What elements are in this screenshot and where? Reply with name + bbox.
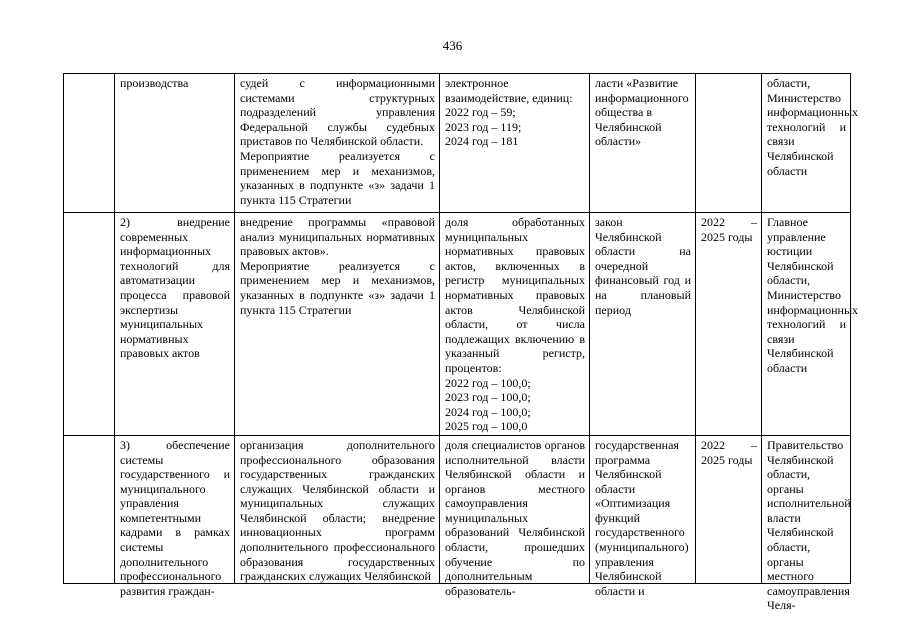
table-cell-blank (64, 213, 115, 436)
table-cell-period (696, 435, 762, 583)
table-cell-responsible-text: Правительство Челябинской области, органы исполнительной власти Челябинской области, органы местного самоуправления Челя- (767, 437, 851, 613)
table-cell-blank (64, 435, 115, 583)
table-row (64, 74, 851, 213)
table-cell-measure (235, 435, 440, 583)
table-cell-funding-source: ласти «Развитие информационного общества в Челябинской области» (590, 74, 696, 213)
table-cell-period-text: 2022 – 2025 годы (701, 437, 757, 467)
strategy-measures-table (63, 73, 859, 613)
table-cell-indicator: электронное взаимодействие, единиц: 2022 год – 59; 2023 год – 119; 2024 год – 181 (440, 74, 590, 213)
table-cell-responsible: области, Министерство информационных технологий и связи Челябинской области (762, 74, 851, 213)
table-cell-indicator (440, 435, 590, 598)
table-cell-responsible: Главное управление юстиции Челябинской области, Министерство информационных технологий и связи Челябинской области (762, 213, 851, 436)
table-cell-task-text: 3) обеспечение системы государственного и муниципального управления компетентными кадрами в рамках системы дополнительного профессионального развития граждан- (120, 437, 230, 598)
table-cell-responsible (762, 435, 851, 613)
table-cell-task: производства (115, 74, 235, 213)
table-cell-measure-text: организация дополнительного профессионального образования государственных гражданских служащих Челябинской области и муниципальных служащих Челябинской области; внедрение инновационных программ дополнительного профессионального образования государственных гражданских служащих Челябинской (240, 437, 435, 584)
table-row (64, 213, 851, 436)
table-cell-task: 2) внедрение современных информационных технологий для автоматизации процесса правовой экспертизы муниципальных нормативных правовых актов (115, 213, 235, 436)
page-number: 436 (442, 38, 463, 53)
table-cell-indicator: доля обработанных муниципальных нормативных правовых актов, включенных в регистр муниципальных нормативных правовых актов Челябинской области, от числа подлежащих включению в указанный регистр, процентов: 2022 год – 100,0; 2023 год – 100,0; 2024 год – 100,0; 2025 год – 100,0 (440, 213, 590, 436)
table-cell-measure: судей с информационными системами структурных подразделений управления Федеральной службы судебных приставов по Челябинской области. Мероприятие реализуется с применением мер и механизмов, указанных в подпункте «з» задачи 1 пункта 115 Стратегии (235, 74, 440, 213)
table-cell-indicator-text: доля специалистов органов исполнительной власти Челябинской области и органов местного самоуправления муниципальных образований Челябинской области, прошедших обучение по дополнительным образователь- (445, 437, 585, 598)
table-row (64, 435, 851, 583)
table-cell-period (696, 74, 762, 213)
table-cell-funding-source: закон Челябинской области на очередной финансовый год и на плановый период (590, 213, 696, 436)
table-cell-measure: внедрение программы «правовой анализ муниципальных нормативных правовых актов». Мероприятие реализуется с применением мер и механизмов, указанных в подпункте «з» задачи 1 пункта 115 Стратегии (235, 213, 440, 436)
table-cell-period: 2022 – 2025 годы (696, 213, 762, 436)
table-cell-funding-source-text: государственная программа Челябинской области «Оптимизация функций государственного (муниципального) управления Челябинской области и (595, 437, 689, 598)
table-cell-funding-source (590, 435, 696, 598)
table-cell-task (115, 435, 235, 598)
table-cell-blank (64, 74, 115, 213)
